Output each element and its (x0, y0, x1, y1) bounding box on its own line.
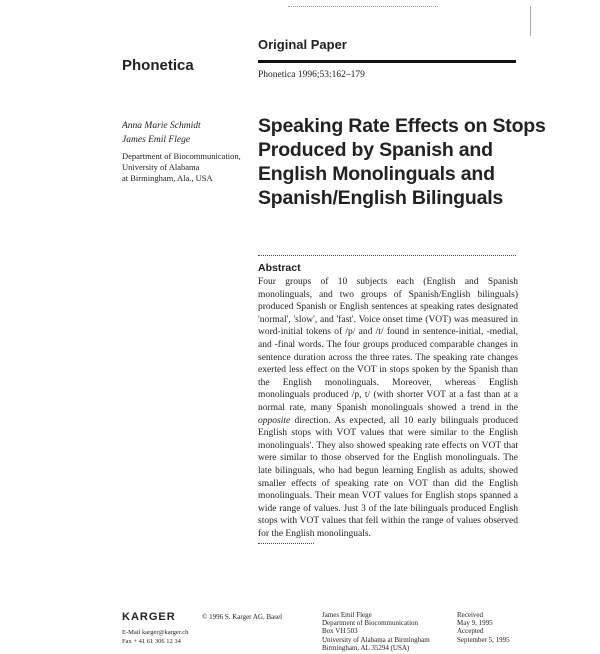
address-line: University of Alabama at Birmingham (322, 635, 430, 644)
abstract-text: Four groups of 10 subjects each (English and Spanish monolinguals, and two groups of Spanish/English bilinguals) produced Spanish or English sentences at speaking rates designated 'normal', 'slow', and 'fast'. Voice onset time (VOT) was measured in word-initial tokens of /p/ and /t/ found in sentence-initial, -medial, and -final words. The four groups produced comparable changes in sentence duration across the three rates. The speaking rate changes exerted less effect on the VOT in stops spoken by the Spanish than the English monolinguals. Moreover, whereas English monolinguals produced /p, t/ (with shorter VOT at a fast than at a normal rate, many Spanish monolinguals showed a trend in the (258, 277, 518, 413)
affiliation (122, 151, 241, 184)
abstract-end-rule (258, 543, 314, 544)
citation: Phonetica 1996;53:162–179 (258, 70, 365, 80)
date-label: Received (457, 611, 484, 619)
copyright-notice: © 1996 S. Karger AG, Basel (202, 613, 283, 621)
date-label: Accepted (457, 627, 484, 636)
abstract-text: direction. As expected, all 10 early bilinguals produced English stops with VOT values that were similar to the English monolinguals'. They also showed speaking rate effects on VOT that were similar to those observed for the English monolinguals. The late bilinguals, who had begun learning English as adults, showed smaller effects of speaking rate on VOT than did the English monolinguals. Their mean VOT values for English stops spanned a wide range of values. Just 3 of the late bilinguals produced English stops with VOT values that fell within the range of values observed for the English monolinguals. (258, 415, 519, 539)
address-line: Birmingham, AL 35294 (USA) (322, 643, 410, 652)
author-name: James Emil Flege (122, 135, 191, 145)
abstract-body (258, 276, 518, 540)
journal-name: Phonetica (122, 57, 194, 74)
address-line: Box VH 503 (322, 627, 358, 636)
contact-fax: Fax + 41 61 306 12 34 (122, 638, 181, 645)
contact-email: E-Mail karger@karger.ch (122, 629, 189, 636)
date-value: September 5, 1995 (457, 635, 510, 644)
address-line: Department of Biocommunication (322, 619, 419, 628)
journal-header-rule (258, 60, 516, 63)
paper-type-label: Original Paper (258, 37, 347, 52)
affiliation-line: University of Alabama (122, 162, 200, 172)
publisher-contact (122, 628, 188, 646)
article-dates (457, 611, 510, 644)
article-title: Speaking Rate Effects on Stops Produced by Spanish and English Monolinguals and Spanish/English Bilinguals (258, 115, 546, 209)
abstract-heading: Abstract (258, 262, 301, 274)
author-name: Anna Marie Schmidt (122, 121, 201, 131)
date-value: May 9, 1995 (457, 619, 493, 628)
publisher-logo: KARGER (122, 611, 176, 623)
abstract-emphasis: opposite (258, 415, 291, 426)
correspondence-address (322, 611, 430, 652)
author-list (122, 119, 201, 147)
affiliation-line: Department of Biocommunication, (122, 151, 241, 161)
scan-artifact-mark (530, 6, 531, 36)
scan-artifact-dots (288, 6, 438, 7)
address-line: James Emil Flege (322, 611, 372, 619)
abstract-top-rule (258, 255, 516, 256)
affiliation-line: at Birmingham, Ala., USA (122, 173, 213, 183)
